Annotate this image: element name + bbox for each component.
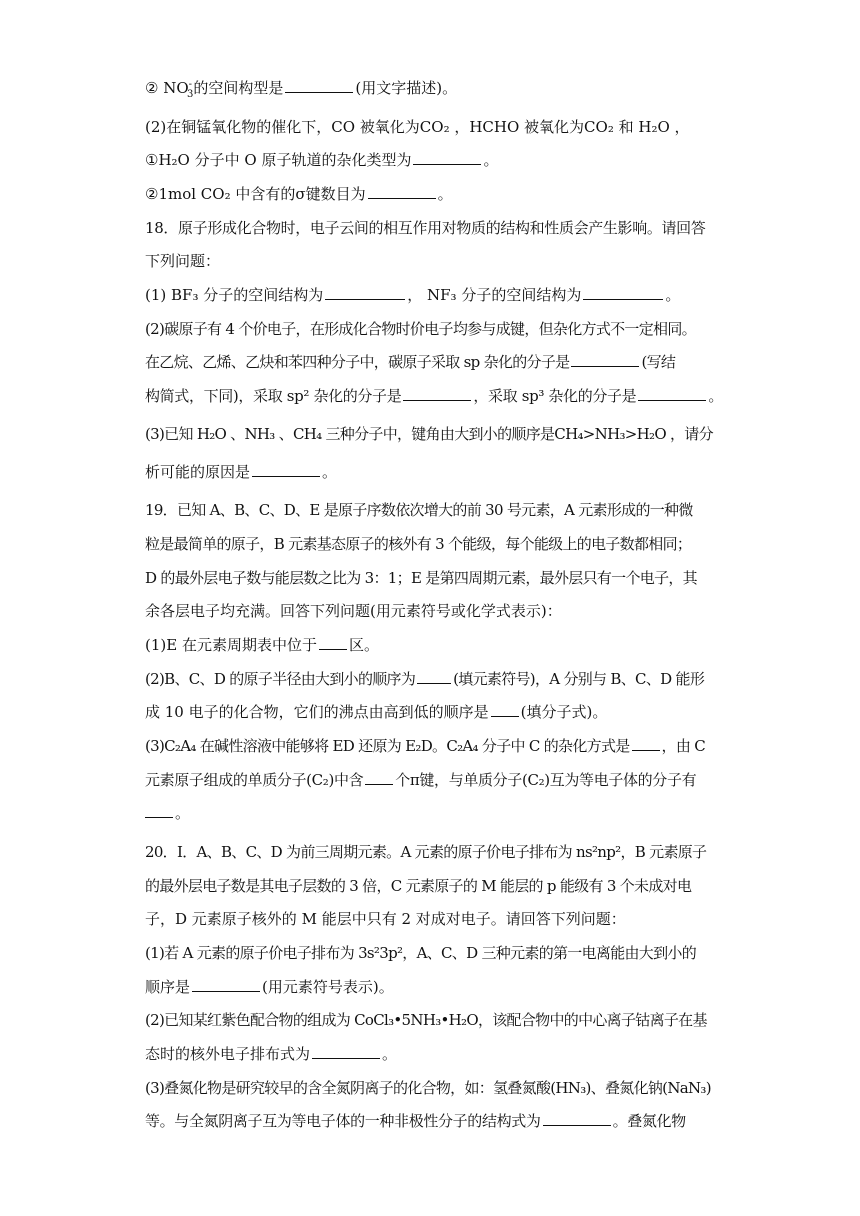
question-line: [145, 534, 691, 556]
question-line: [145, 352, 675, 374]
text: (1)E 在元素周期表中位于: [145, 636, 317, 654]
question-line: [145, 669, 704, 691]
text: ② NO: [145, 79, 189, 97]
question-line: [145, 386, 723, 408]
question-line: [145, 601, 562, 623]
answer-blank[interactable]: [543, 1111, 611, 1126]
text: 态时的核外电子排布式为: [145, 1045, 311, 1063]
question-line: [145, 842, 706, 864]
text: (填元素符号)，A 分别与 B、C、D 能形: [453, 670, 705, 688]
answer-blank[interactable]: [325, 285, 405, 300]
text: 的最外层电子数是其电子层数的 3 倍，C 元素原子的 M 能层的 p 能级有 3 个未成对电: [145, 877, 692, 895]
question-line: [145, 803, 190, 825]
question-line: [145, 117, 690, 139]
text: 。: [382, 1045, 398, 1063]
question-line: [145, 702, 607, 724]
text: (2)已知某红紫色配合物的组成为 CoCl₃•5NH₃•H₂O，该配合物中的中心离子钴离子在基: [145, 1011, 707, 1029]
text: (写结: [641, 353, 676, 371]
text: (1) BF₃ 分子的空间结构为: [145, 286, 324, 304]
question-line: [145, 285, 680, 307]
answer-blank[interactable]: [413, 150, 481, 165]
text: ②1mol CO₂ 中含有的σ键数目为: [145, 185, 366, 203]
question-line: [145, 424, 713, 446]
question-line: [145, 977, 394, 999]
answer-blank[interactable]: [365, 770, 393, 785]
text: 的空间构型是: [193, 79, 284, 97]
answer-blank[interactable]: [571, 352, 639, 367]
text: (2)B、C、D 的原子半径由大到小的顺序为: [145, 670, 416, 688]
answer-blank[interactable]: [192, 977, 260, 992]
text: (2)碳原子有 4 个价电子，在形成化合物时价电子均参与成键，但杂化方式不一定相同。: [145, 320, 696, 338]
answer-blank[interactable]: [417, 669, 451, 684]
text: 。: [322, 463, 338, 481]
answer-blank[interactable]: [638, 386, 706, 401]
text: (1)若 A 元素的原子价电子排布为 3s²3p²，A、C、D 三种元素的第一电离能由大到小的: [145, 944, 697, 962]
text: 。: [708, 387, 723, 405]
answer-blank[interactable]: [368, 184, 436, 199]
question-line: [145, 1078, 711, 1100]
answer-blank[interactable]: [145, 803, 173, 818]
text: (3)已知 H₂O 、NH₃ 、CH₄ 三种分子中，键角由大到小的顺序是CH₄>NH₃>H₂O ，请分: [145, 425, 713, 443]
question-line: [145, 78, 457, 100]
question-line: [145, 218, 705, 240]
question-line: [145, 1044, 397, 1066]
text: 等。与全氮阴离子互为等电子体的一种非极性分子的结构式为: [145, 1112, 541, 1130]
question-line: [145, 1010, 707, 1032]
question-line: [145, 150, 498, 172]
answer-blank[interactable]: [285, 78, 353, 93]
text: 析可能的原因是: [145, 463, 251, 481]
question-line: [145, 500, 693, 522]
text: 。: [175, 804, 191, 822]
answer-blank[interactable]: [632, 736, 660, 751]
text: 。: [437, 185, 453, 203]
answer-blank[interactable]: [319, 635, 347, 650]
text: (填分子式)。: [520, 703, 608, 721]
text: ，采取 sp³ 杂化的分子是: [473, 387, 637, 405]
text: 元素原子组成的单质分子(C₂)中含: [145, 771, 364, 789]
superscript: -: [188, 79, 193, 90]
text: (3)C₂A₄ 在碱性溶液中能够将 ED 还原为 E₂D。C₂A₄ 分子中 C 的杂化方式是: [145, 737, 630, 755]
question-line: [145, 319, 696, 341]
question-line: [145, 770, 696, 792]
question-line: [145, 1111, 686, 1133]
answer-blank[interactable]: [312, 1044, 380, 1059]
text: (用元素符号表示)。: [262, 978, 394, 996]
text: ①H₂O 分子中 O 原子轨道的杂化类型为: [145, 151, 412, 169]
question-line: [145, 462, 337, 484]
question-line: [145, 943, 696, 965]
text: 余各层电子均充满。回答下列问题(用元素符号或化学式表示)：: [145, 602, 562, 620]
text: 在乙烷、乙烯、乙炔和苯四种分子中，碳原子采取 sp 杂化的分子是: [145, 353, 570, 371]
question-line: [145, 251, 220, 273]
text: ，由 C: [661, 737, 705, 755]
text: 。: [665, 286, 681, 304]
text: 构简式，下同)，采取 sp² 杂化的分子是: [145, 387, 402, 405]
answer-blank[interactable]: [583, 285, 663, 300]
text: 20．I．A、B、C、D 为前三周期元素。A 元素的原子价电子排布为 ns²np²，B 元素原子: [145, 843, 707, 861]
question-line: [145, 909, 626, 931]
subscript: 3: [187, 89, 194, 100]
question-line: [145, 736, 705, 758]
text: 成 10 电子的化合物，它们的沸点由高到低的顺序是: [145, 703, 489, 721]
text: 19．已知 A、B、C、D、E 是原子序数依次增大的前 30 号元素，A 元素形成的一种微: [145, 501, 693, 519]
text: ， NF₃ 分子的空间结构为: [407, 286, 582, 304]
text: 顺序是: [145, 978, 191, 996]
text: 下列问题：: [145, 252, 221, 270]
text: (3)叠氮化物是研究较早的含全氮阴离子的化合物，如：氢叠氮酸(HN₃)、叠氮化钠(NaN₃): [145, 1079, 711, 1097]
text: 个π键，与单质分子(C₂)互为等电子体的分子有: [395, 771, 697, 789]
text: (用文字描述)。: [355, 79, 458, 97]
text: (2)在铜锰氧化物的催化下，CO 被氧化为CO₂ ，HCHO 被氧化为CO₂ 和 H₂O ，: [145, 118, 690, 136]
answer-blank[interactable]: [252, 462, 320, 477]
text: 粒是最简单的原子，B 元素基态原子的核外有 3 个能级，每个能级上的电子数都相同；: [145, 535, 692, 553]
text: 区。: [348, 636, 379, 654]
text: 。叠氮化物: [612, 1112, 686, 1130]
answer-blank[interactable]: [403, 386, 471, 401]
question-line: [145, 876, 691, 898]
question-line: [145, 635, 379, 657]
text: 子，D 元素原子核外的 M 能层中只有 2 对成对电子。请回答下列问题：: [145, 910, 626, 928]
answer-blank[interactable]: [491, 702, 519, 717]
question-line: [145, 184, 453, 206]
text: 。: [483, 151, 499, 169]
text: 18．原子形成化合物时，电子云间的相互作用对物质的结构和性质会产生影响。请回答: [145, 219, 706, 237]
question-line: [145, 568, 697, 590]
text: D 的最外层电子数与能层数之比为 3：1；E 是第四周期元素，最外层只有一个电子，其: [145, 569, 697, 587]
